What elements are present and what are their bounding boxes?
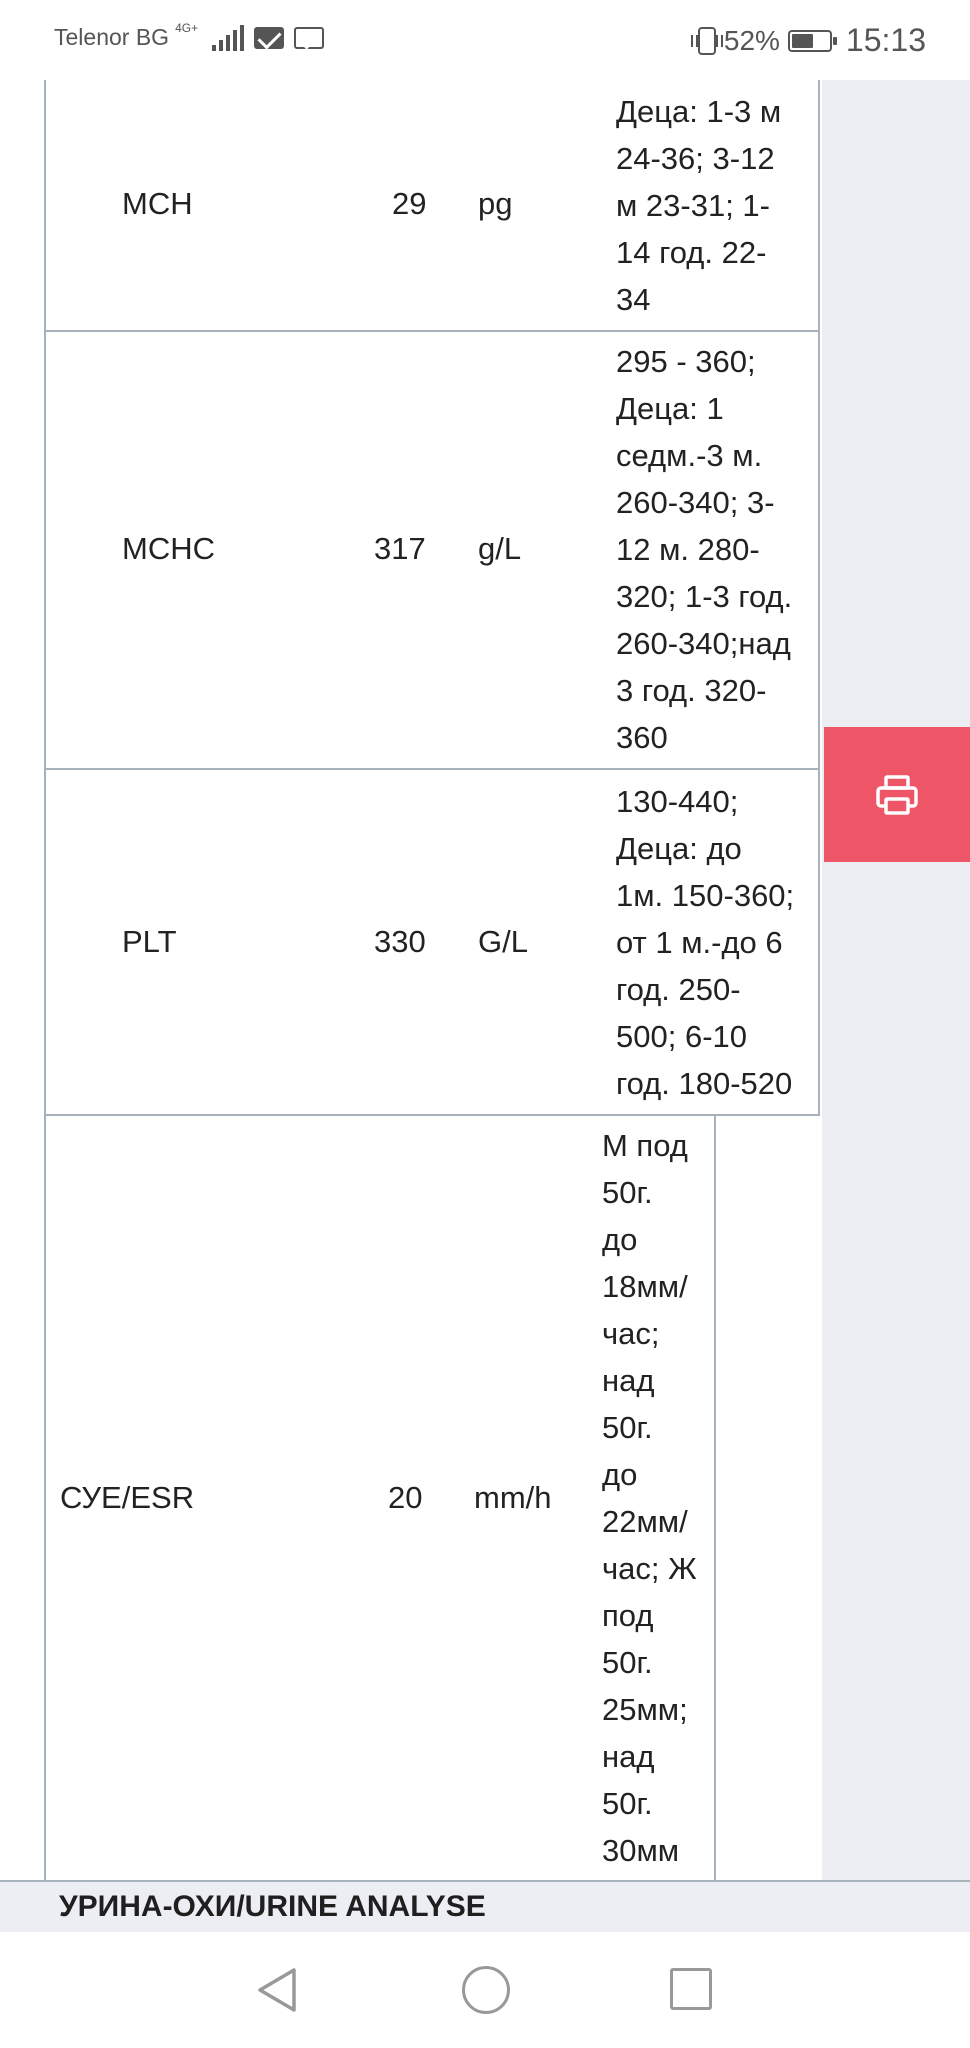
ref-line: год. 180-520	[616, 1066, 793, 1101]
ref-line: 50г.	[602, 1175, 653, 1210]
section-title: УРИНА-ОХИ/URINE ANALYSE	[59, 1890, 486, 1923]
ref-line: 260-340;над	[616, 626, 791, 661]
table-row	[44, 770, 820, 1116]
ref-line: 500; 6-10	[616, 1019, 747, 1054]
ref-line: Деца: 1-3 м	[616, 94, 782, 129]
mail-icon	[294, 27, 324, 49]
ref-line: 25мм;	[602, 1692, 688, 1727]
test-unit: pg	[478, 186, 513, 221]
ref-line: под	[602, 1598, 654, 1633]
ref-line: М под	[602, 1128, 688, 1163]
recent-square-icon[interactable]	[670, 1968, 712, 2010]
ref-line: 1м. 150-360;	[616, 878, 795, 913]
test-unit: G/L	[478, 924, 528, 959]
ref-line: до	[602, 1222, 638, 1257]
test-name: MCH	[122, 186, 193, 221]
ref-line: год. 250-	[616, 972, 741, 1007]
ref-line: час;	[602, 1316, 660, 1351]
ref-line: седм.-3 м.	[616, 438, 763, 473]
ref-line: 295 - 360;	[616, 344, 756, 379]
ref-line: 14 год. 22-	[616, 235, 767, 270]
network-type: 4G+	[175, 20, 199, 35]
ref-line: Деца: 1	[616, 391, 724, 426]
print-button[interactable]	[824, 727, 970, 862]
status-right	[698, 22, 926, 59]
ref-line: 50г.	[602, 1645, 653, 1680]
battery-icon	[788, 30, 832, 52]
battery-percent: 52%	[723, 24, 780, 56]
test-value: 29	[392, 186, 427, 221]
ref-line: над	[602, 1739, 655, 1774]
test-unit: mm/h	[474, 1480, 552, 1515]
signal-icon	[212, 25, 244, 51]
ref-line: 50г.	[602, 1410, 653, 1445]
ref-line: 12 м. 280-	[616, 532, 760, 567]
status-bar	[0, 0, 970, 80]
ref-line: 22мм/	[602, 1504, 688, 1539]
ref-line: 320; 1-3 год.	[616, 579, 793, 614]
ref-line: 18мм/	[602, 1269, 688, 1304]
test-name: СУЕ/ESR	[60, 1480, 195, 1515]
ref-line: 260-340; 3-	[616, 485, 775, 520]
printer-icon	[873, 771, 921, 819]
test-value: 330	[374, 924, 426, 959]
ref-line: Деца: до	[616, 831, 742, 866]
home-circle-icon[interactable]	[462, 1966, 510, 2014]
reference-range	[602, 1122, 697, 1874]
test-name: MCHC	[122, 531, 215, 566]
reference-range	[616, 778, 794, 1107]
reference-range	[616, 88, 781, 323]
back-triangle-icon[interactable]	[254, 1966, 302, 2014]
ref-line: 3 год. 320-	[616, 673, 767, 708]
ref-line: над	[602, 1363, 655, 1398]
ref-line: 360	[616, 720, 668, 755]
test-value: 317	[374, 531, 426, 566]
side-panel	[822, 80, 970, 1880]
table-row	[44, 332, 820, 770]
ref-line: 24-36; 3-12	[616, 141, 775, 176]
clock: 15:13	[845, 22, 926, 58]
ref-line: 50г.	[602, 1786, 653, 1821]
ref-line: час; Ж	[602, 1551, 697, 1586]
ref-line: 130-440;	[616, 784, 739, 819]
test-unit: g/L	[478, 531, 522, 566]
ref-line: м 23-31; 1-	[616, 188, 771, 223]
test-name: PLT	[122, 924, 177, 959]
ref-line: 34	[616, 282, 651, 317]
ref-line: от 1 м.-до 6	[616, 925, 783, 960]
ref-line: до	[602, 1457, 638, 1492]
ref-line: 30мм	[602, 1833, 680, 1868]
mail-icon	[254, 27, 284, 49]
test-value: 20	[388, 1480, 423, 1515]
table-row	[44, 1114, 716, 1882]
carrier-name: Telenor BG	[54, 24, 170, 50]
table-row	[44, 80, 820, 332]
vibrate-icon	[698, 27, 716, 55]
status-left	[54, 20, 324, 51]
reference-range	[616, 338, 792, 761]
